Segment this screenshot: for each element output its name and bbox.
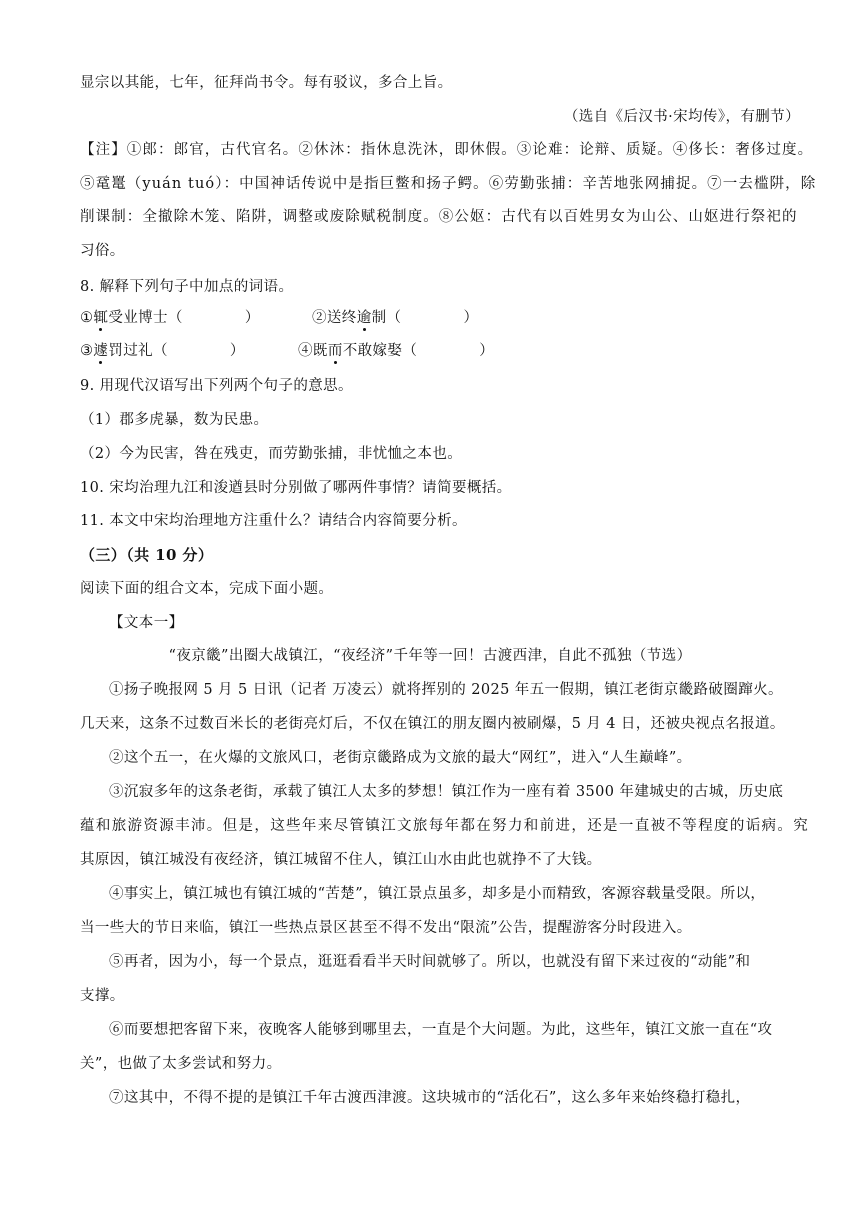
- section-3-heading: （三）（共 10 分）: [80, 546, 214, 564]
- source-citation: （选自《后汉书·宋均传》，有删节）: [563, 109, 800, 125]
- q8-item-2: ②送终逾制（ ）: [312, 310, 479, 326]
- dotted-char: 辄: [93, 310, 109, 326]
- question-10: 10. 宋均治理九江和浚遒县时分别做了哪两件事情？请简要概括。: [80, 480, 512, 496]
- paragraph-line: 其原因，镇江城没有夜经济，镇江城留不住人，镇江山水由此也就挣不了大钱。: [80, 852, 602, 868]
- paragraph-line: ④事实上，镇江城也有镇江城的“苦楚”，镇江景点虽多，却多是小而精致，客源容载量受限。所以，: [109, 886, 766, 902]
- question-9-stem: 9. 用现代汉语写出下列两个句子的意思。: [80, 378, 353, 394]
- paragraph-line: ③沉寂多年的这条老街，承载了镇江人太多的梦想！镇江作为一座有着 3500 年建城史的古城，历史底: [109, 784, 784, 800]
- note-line: 习俗。: [80, 243, 125, 259]
- q8-item-3: ③遽罚过礼（ ）: [80, 343, 245, 359]
- paragraph-line: ⑦这其中，不得不提的是镇江千年古渡西津渡。这块城市的“活化石”，这么多年来始终稳打稳扎，: [109, 1090, 751, 1106]
- text1-title: “夜京畿”出圈大战镇江，“夜经济”千年等一回！古渡西津，自此不孤独（节选）: [168, 648, 692, 664]
- text1-label: 【文本一】: [109, 615, 184, 631]
- dotted-char: 遽: [93, 343, 109, 359]
- question-8-stem: 8. 解释下列句子中加点的词语。: [80, 279, 294, 295]
- paragraph-line: 关”，也做了太多尝试和努力。: [80, 1056, 282, 1072]
- note-line: 削课制：全撤除木笼、陷阱，调整或废除赋税制度。⑧公妪：古代有以百姓男女为山公、山妪进行祭祀的: [80, 209, 798, 225]
- note-line: ⑤鼋鼍（yuán tuó）：中国神话传说中是指巨鳖和扬子鳄。⑥劳勤张捕：辛苦地张网捕捉。⑦一去槛阱，除: [80, 176, 817, 192]
- paragraph-line: ⑥而要想把客留下来，夜晚客人能够到哪里去，一直是个大问题。为此，这些年，镇江文旅一直在“攻: [109, 1022, 773, 1038]
- paragraph-line: ①扬子晚报网 5 月 5 日讯（记者 万凌云）就将挥别的 2025 年五一假期，镇江老街京畿路破圈蹿火。: [109, 682, 783, 698]
- note-line: 【注】①郎：郎官，古代官名。②休沐：指休息洗沐，即休假。③论难：论辩、质疑。④侈长：奢侈过度。: [80, 142, 814, 158]
- q8-item-1: ①辄受业博士（ ）: [80, 310, 260, 326]
- question-8-row-1: [80, 308, 780, 328]
- dotted-char: 逾: [356, 310, 372, 326]
- question-9-sentence-2: （2）今为民害，咎在残吏，而劳勤张捕，非忧恤之本也。: [80, 446, 463, 462]
- q8-item-4: ④既而不敢嫁娶（ ）: [298, 343, 495, 359]
- paragraph-line: 几天来，这条不过数百米长的老街亮灯后，不仅在镇江的朋友圈内被刷爆，5 月 4 日，还被央视点名报道。: [80, 716, 785, 732]
- paragraph-line: ⑤再者，因为小，每一个景点，逛逛看看半天时间就够了。所以，也就没有留下来过夜的“动能”和: [109, 954, 751, 970]
- paragraph-line: 支撑。: [80, 988, 125, 1004]
- section-3-intro: 阅读下面的组合文本，完成下面小题。: [80, 581, 334, 597]
- question-9-sentence-1: （1）郡多虎暴，数为民患。: [80, 412, 269, 428]
- paragraph-line: ②这个五一，在火爆的文旅风口，老街京畿路成为文旅的最大“网红”，进入“人生巅峰”。: [109, 750, 692, 766]
- dotted-char: 而: [327, 343, 343, 359]
- question-8-row-2: [80, 341, 780, 361]
- question-11: 11. 本文中宋均治理地方注重什么？请结合内容简要分析。: [80, 513, 467, 529]
- passage-tail: 显宗以其能，七年，征拜尚书令。每有驳议，多合上旨。: [80, 75, 453, 91]
- paragraph-line: 蕴和旅游资源丰沛。但是，这些年来尽管镇江文旅每年都在努力和前进，还是一直被不等程度的诟病。究: [80, 818, 810, 834]
- paragraph-line: 当一些大的节日来临，镇江一些热点景区甚至不得不发出“限流”公告，提醒游客分时段进入。: [80, 920, 692, 936]
